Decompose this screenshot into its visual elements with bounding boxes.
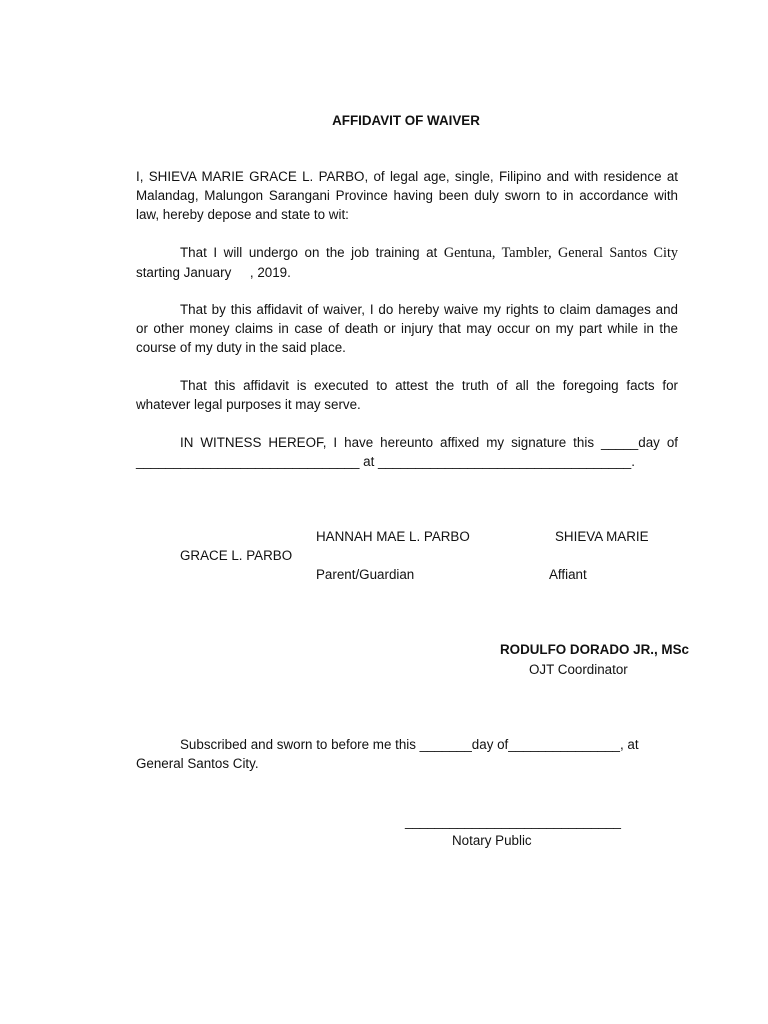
- training-line-1: [136, 243, 678, 263]
- attest-paragraph: [136, 376, 678, 414]
- intro-paragraph: [136, 167, 678, 225]
- waiver-line-3: course of my duty in the said place.: [136, 340, 346, 356]
- training-line-1-prefix: That I will undergo on the job training at: [180, 245, 438, 260]
- attest-line-2: whatever legal purposes it may serve.: [136, 397, 361, 413]
- parent-name: HANNAH MAE L. PARBO: [316, 529, 470, 544]
- notary-label: Notary Public: [452, 833, 532, 848]
- waiver-line-1-text: That by this affidavit of waiver, I do hereby waive my rights to claim damages and: [180, 302, 678, 317]
- affiant-role: Affiant: [549, 567, 587, 582]
- affiant-name-part-1: SHIEVA MARIE: [555, 529, 649, 544]
- witness-line-1: [136, 433, 678, 452]
- jurat-line-1: Subscribed and sworn to before me this _______day of_______________, at: [180, 737, 639, 752]
- attest-line-1: [136, 376, 678, 395]
- notary-signature-line: _____________________________: [405, 814, 621, 829]
- coordinator-name: RODULFO DORADO JR., MSc: [500, 642, 689, 657]
- attest-line-1-text: That this affidavit is executed to attest the truth of all the foregoing facts for: [180, 378, 678, 393]
- waiver-paragraph: [136, 300, 678, 358]
- training-line-2: starting January , 2019.: [136, 265, 291, 281]
- document-title: AFFIDAVIT OF WAIVER: [332, 113, 480, 128]
- training-paragraph: [136, 243, 678, 282]
- waiver-line-1: [136, 300, 678, 319]
- intro-line-2: Malandag, Malungon Sarangani Province having been duly sworn to in accordance with: [136, 188, 678, 204]
- training-location: Gentuna, Tambler, General Santos City: [443, 245, 678, 261]
- intro-line-3: law, hereby depose and state to wit:: [136, 207, 349, 223]
- waiver-line-2: or other money claims in case of death or injury that may occur on my part while in the: [136, 321, 678, 337]
- coordinator-role: OJT Coordinator: [529, 662, 628, 677]
- parent-role: Parent/Guardian: [316, 567, 415, 582]
- witness-paragraph: [136, 433, 678, 471]
- witness-line-1-text: IN WITNESS HEREOF, I have hereunto affixed my signature this _____day of: [180, 435, 678, 450]
- intro-line-1: I, SHIEVA MARIE GRACE L. PARBO, of legal age, single, Filipino and with residence at: [136, 169, 678, 184]
- jurat-line-2: General Santos City.: [136, 756, 259, 771]
- affiant-name-part-2: GRACE L. PARBO: [180, 548, 293, 563]
- witness-line-2: ______________________________ at __________________________________.: [136, 454, 635, 470]
